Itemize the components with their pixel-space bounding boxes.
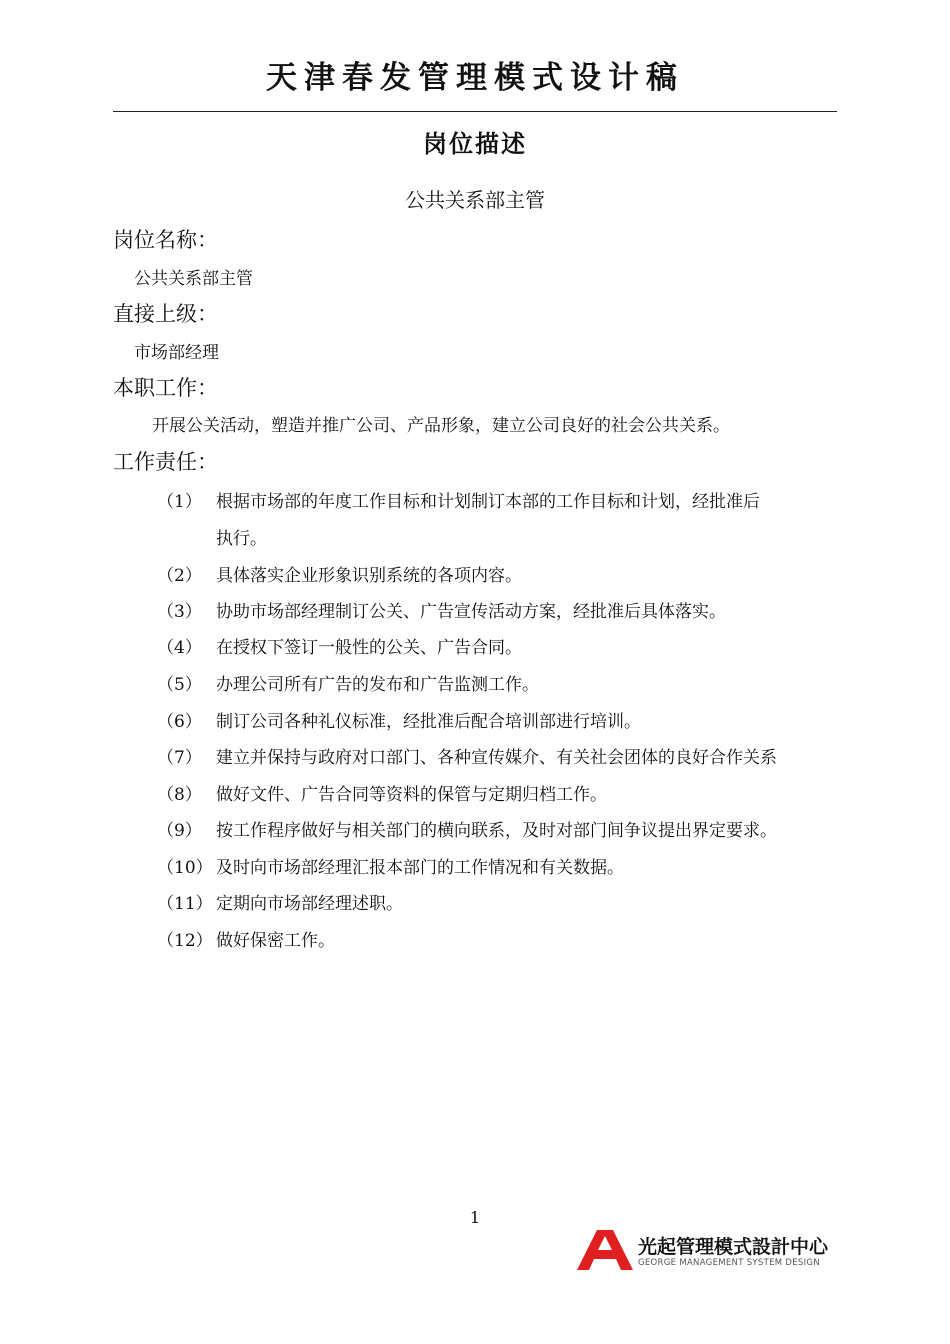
duty-number: （9） bbox=[157, 821, 202, 841]
position-name-value: 公共关系部主管 bbox=[134, 269, 253, 289]
duty-text: 制订公司各种礼仪标准，经批准后配合培训部进行培训。 bbox=[216, 712, 641, 732]
main-duty-heading: 本职工作： bbox=[113, 376, 218, 400]
duty-text: 做好文件、广告合同等资料的保管与定期归档工作。 bbox=[216, 785, 607, 805]
company-logo bbox=[575, 1228, 845, 1272]
duty-text: 办理公司所有广告的发布和广告监测工作。 bbox=[216, 675, 539, 695]
duty-number: （4） bbox=[157, 638, 202, 658]
header-divider bbox=[113, 111, 837, 112]
duty-text: 具体落实企业形象识别系统的各项内容。 bbox=[216, 566, 522, 586]
duty-number: （6） bbox=[157, 712, 202, 732]
logo-a-icon bbox=[575, 1228, 635, 1272]
position-name-heading: 岗位名称： bbox=[113, 228, 218, 252]
document-subtitle: 公共关系部主管 bbox=[405, 188, 545, 212]
duty-number: （1） bbox=[157, 492, 202, 512]
duty-text: 做好保密工作。 bbox=[216, 931, 335, 951]
logo-name: 光起管理模式設計中心 bbox=[638, 1236, 829, 1258]
duty-text: 及时向市场部经理汇报本部门的工作情况和有关数据。 bbox=[216, 858, 624, 878]
duty-number: （7） bbox=[157, 748, 202, 768]
duty-number: （12） bbox=[157, 931, 213, 951]
supervisor-heading: 直接上级： bbox=[113, 302, 218, 326]
supervisor-value: 市场部经理 bbox=[134, 343, 219, 363]
duty-text: 定期向市场部经理述职。 bbox=[216, 894, 403, 914]
duty-text: 按工作程序做好与相关部门的横向联系，及时对部门间争议提出界定要求。 bbox=[216, 821, 777, 841]
duty-number: （2） bbox=[157, 566, 202, 586]
main-duty-value: 开展公关活动，塑造并推广公司、产品形象，建立公司良好的社会公共关系。 bbox=[152, 416, 730, 436]
logo-subtitle: GEORGE MANAGEMENT SYSTEM DESIGN bbox=[638, 1258, 820, 1268]
duty-text-continued: 执行。 bbox=[216, 529, 267, 549]
duty-text: 根据市场部的年度工作目标和计划制订本部的工作目标和计划，经批准后 bbox=[216, 492, 760, 512]
duty-text: 协助市场部经理制订公关、广告宣传活动方案，经批准后具体落实。 bbox=[216, 602, 726, 622]
page-number: 1 bbox=[469, 1208, 481, 1227]
duty-number: （10） bbox=[157, 858, 213, 878]
duty-number: （5） bbox=[157, 675, 202, 695]
header-title: 天津春发管理模式设计稿 bbox=[266, 60, 684, 96]
duty-number: （8） bbox=[157, 785, 202, 805]
responsibilities-heading: 工作责任： bbox=[113, 450, 218, 474]
duty-text: 在授权下签订一般性的公关、广告合同。 bbox=[216, 638, 522, 658]
duty-number: （11） bbox=[157, 894, 213, 914]
duty-number: （3） bbox=[157, 602, 202, 622]
duty-text: 建立并保持与政府对口部门、各种宣传媒介、有关社会团体的良好合作关系 bbox=[216, 748, 777, 768]
document-title: 岗位描述 bbox=[423, 130, 527, 158]
